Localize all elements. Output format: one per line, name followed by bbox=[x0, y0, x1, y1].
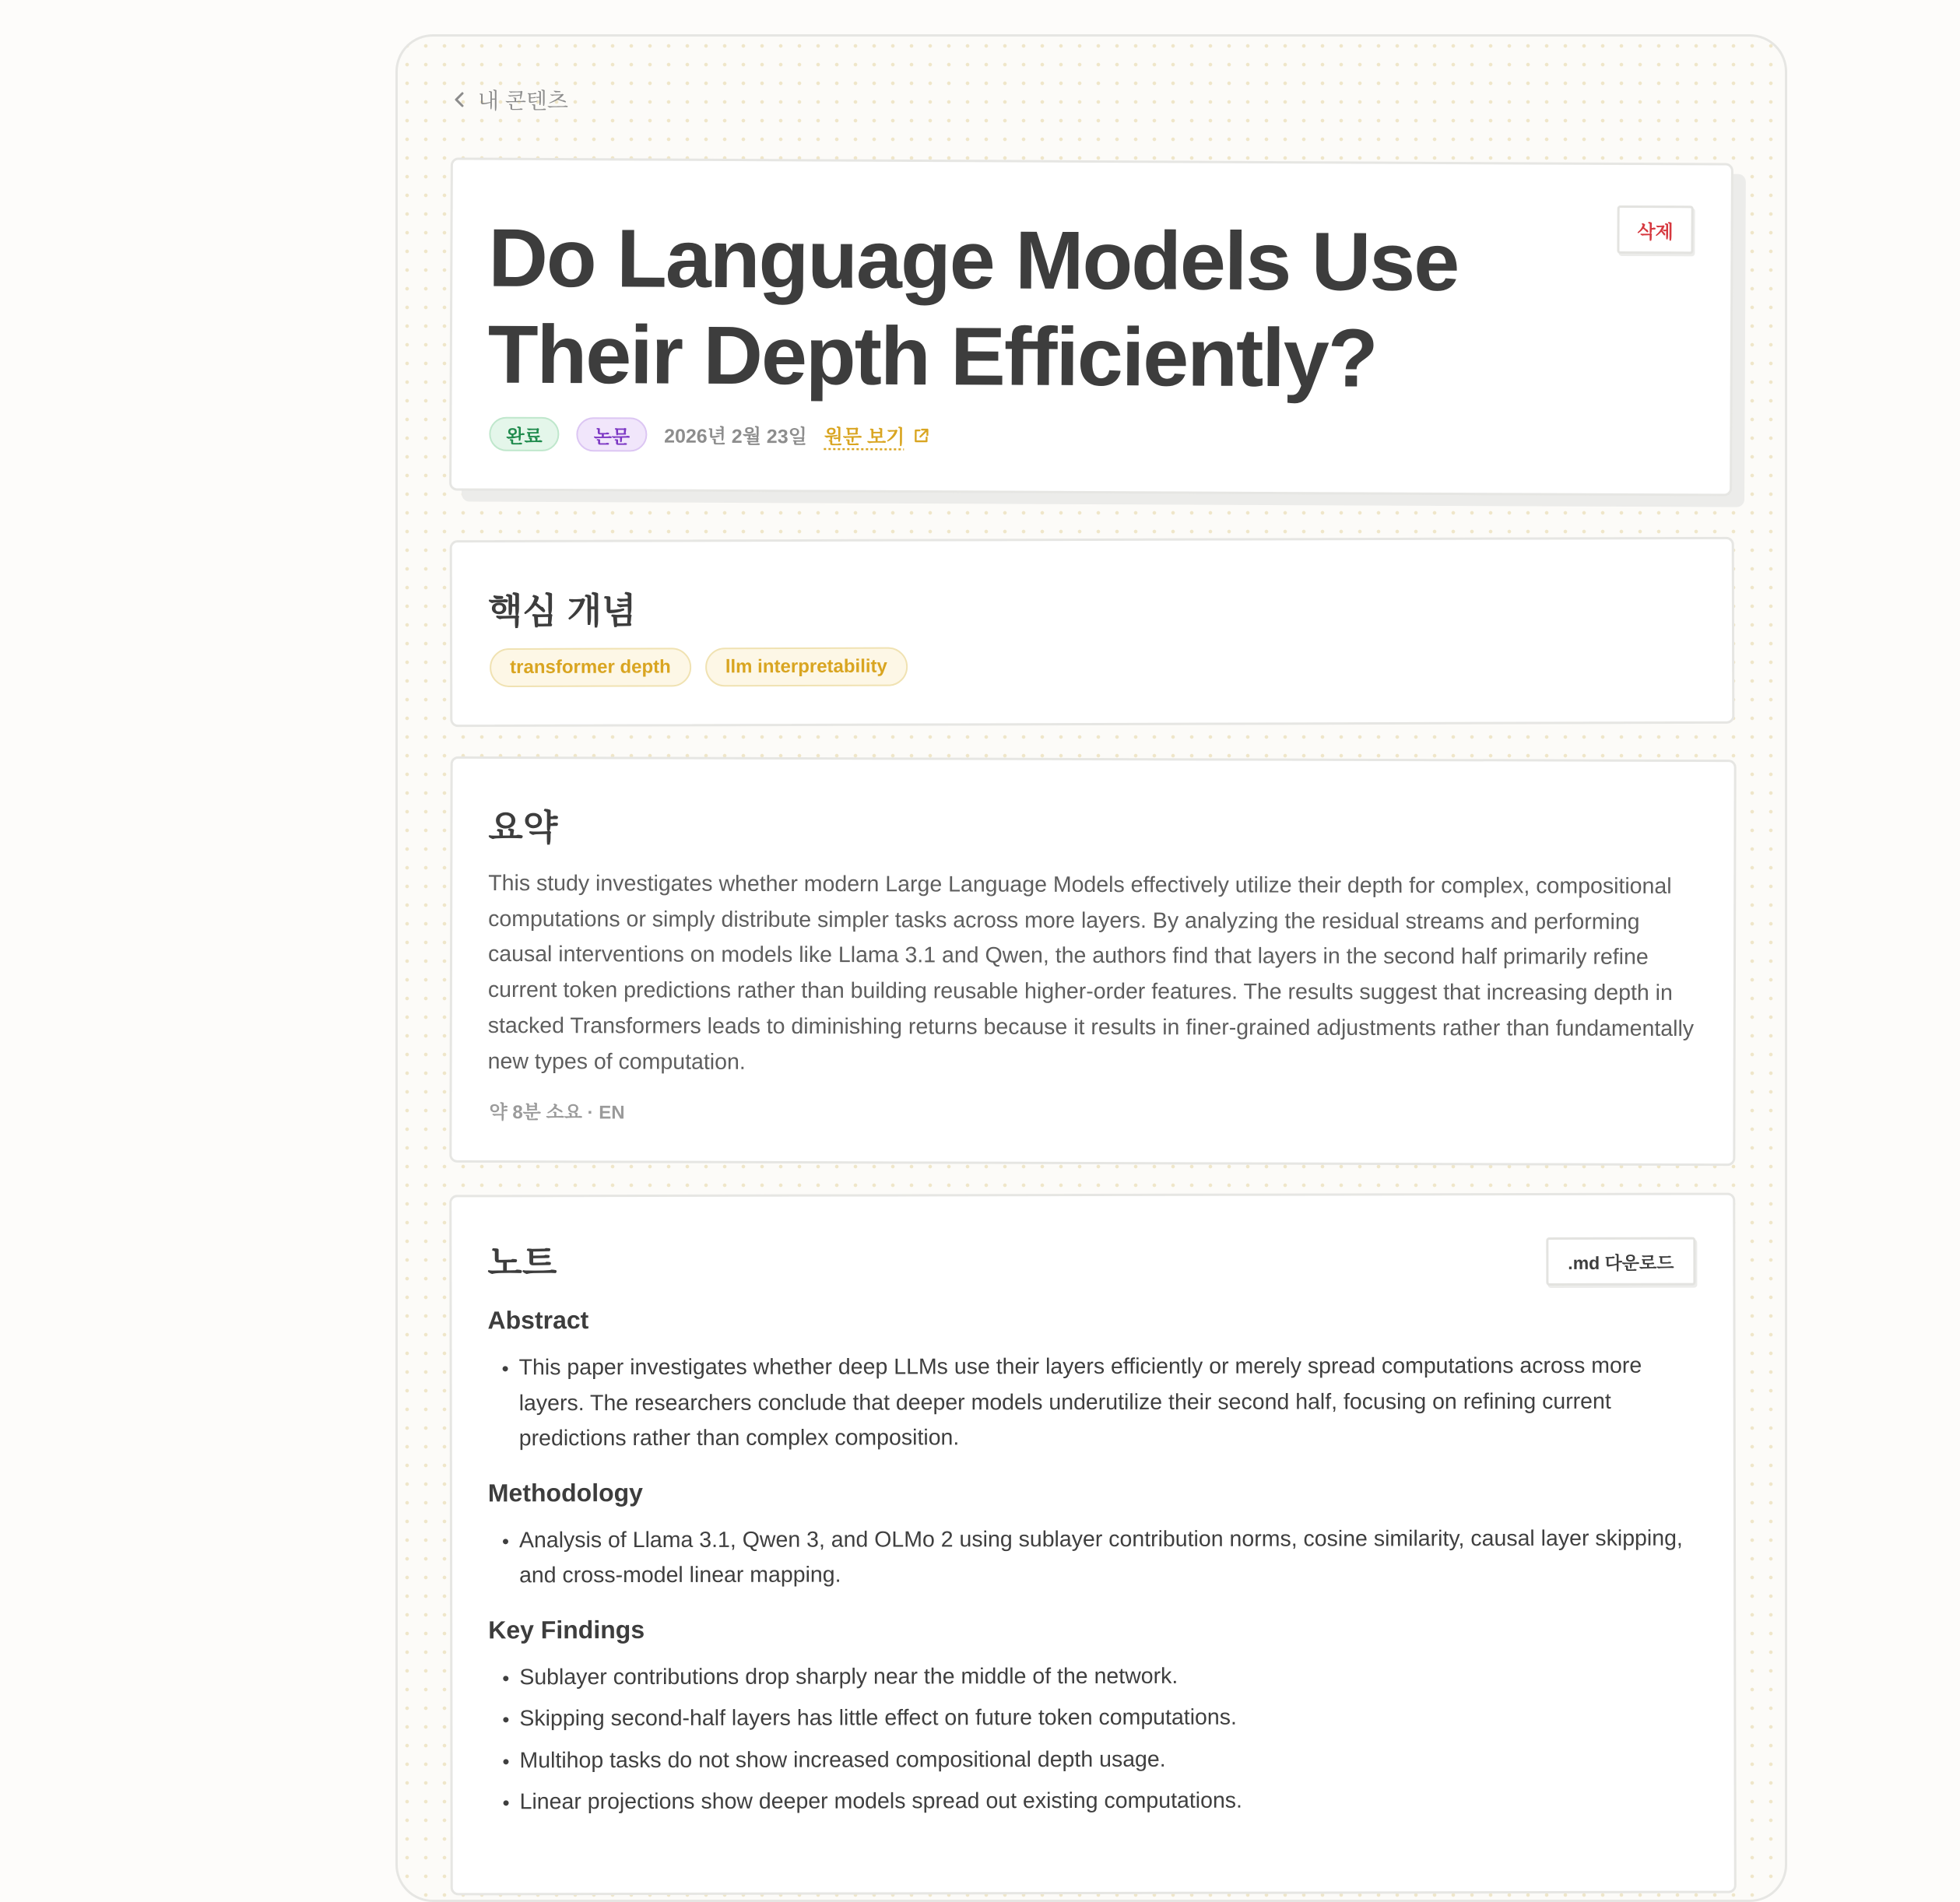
concept-tag[interactable]: llm interpretability bbox=[705, 647, 908, 687]
note-list bbox=[488, 1658, 1702, 1820]
chevron-left-icon bbox=[451, 90, 467, 109]
note-item: • Sublayer contributions drop sharply near the middle of the network. bbox=[519, 1658, 1702, 1695]
note-item: • Multihop tasks do not show increased compositional depth usage. bbox=[519, 1741, 1702, 1778]
reading-time-meta: 약 8분 소요 · EN bbox=[489, 1101, 625, 1124]
meta-row bbox=[489, 417, 929, 453]
note-item: • Linear projections show deeper models spread out existing computations. bbox=[520, 1783, 1703, 1820]
note-list bbox=[488, 1349, 1702, 1457]
type-badge: 논문 bbox=[577, 417, 648, 451]
title-card bbox=[449, 157, 1733, 496]
note-list bbox=[488, 1521, 1702, 1594]
note-item: • This paper investigates whether deep LLMs use their layers efficiently or merely spread computations across more layers. The researchers conclude that deeper models underutilize their second half, focusing on refining current predictions rather than complex composition. bbox=[519, 1349, 1702, 1457]
md-download-button[interactable]: .md 다운로드 bbox=[1546, 1237, 1695, 1286]
notes-body bbox=[487, 1304, 1702, 1842]
concept-tags bbox=[490, 647, 908, 687]
summary-text: This study investigates whether modern Large Language Models effectively utilize their depth for complex, compositional computations or simply distribute simpler tasks across more layers. By analyzing the residual streams and performing causal interventions on models like Llama 3.1 and Qwen, the authors find that layers in the second half primarily refine current token predictions rather than building reusable higher-order features. The results suggest that increasing depth in stacked Transformers leads to diminishing returns because it results in finer-grained adjustments rather than fundamentally new types of computation. bbox=[487, 870, 1695, 1075]
note-item: • Skipping second-half layers has little effect on future token computations. bbox=[519, 1700, 1702, 1737]
status-badge: 완료 bbox=[489, 417, 560, 451]
note-section-title: Methodology bbox=[487, 1478, 643, 1507]
external-link-icon bbox=[912, 427, 929, 444]
delete-button[interactable]: 삭제 bbox=[1617, 205, 1693, 254]
notes-heading: 노트 bbox=[487, 1242, 557, 1283]
back-link[interactable] bbox=[451, 84, 568, 115]
concept-tag[interactable]: transformer depth bbox=[490, 647, 691, 687]
back-link-label: 내 콘텐츠 bbox=[478, 89, 568, 113]
notes-card bbox=[449, 1193, 1737, 1896]
view-source-link[interactable] bbox=[824, 422, 930, 451]
note-item: • Analysis of Llama 3.1, Qwen 3, and OLMo 2 using sublayer contribution norms, cosine similarity, causal layer skipping, and cross-model linear mapping. bbox=[519, 1521, 1702, 1594]
summary-card bbox=[449, 756, 1736, 1166]
concepts-heading: 핵심 개념 bbox=[487, 590, 637, 632]
view-source-label: 원문 보기 bbox=[824, 426, 905, 448]
concepts-card bbox=[450, 537, 1735, 727]
note-section-title: Key Findings bbox=[488, 1615, 645, 1644]
page-title: Do Language Models Use Their Depth Efficiently? bbox=[487, 212, 1459, 405]
summary-heading: 요약 bbox=[488, 806, 558, 848]
date-text: 2026년 2월 23일 bbox=[664, 425, 807, 448]
note-section-title: Abstract bbox=[487, 1306, 589, 1335]
